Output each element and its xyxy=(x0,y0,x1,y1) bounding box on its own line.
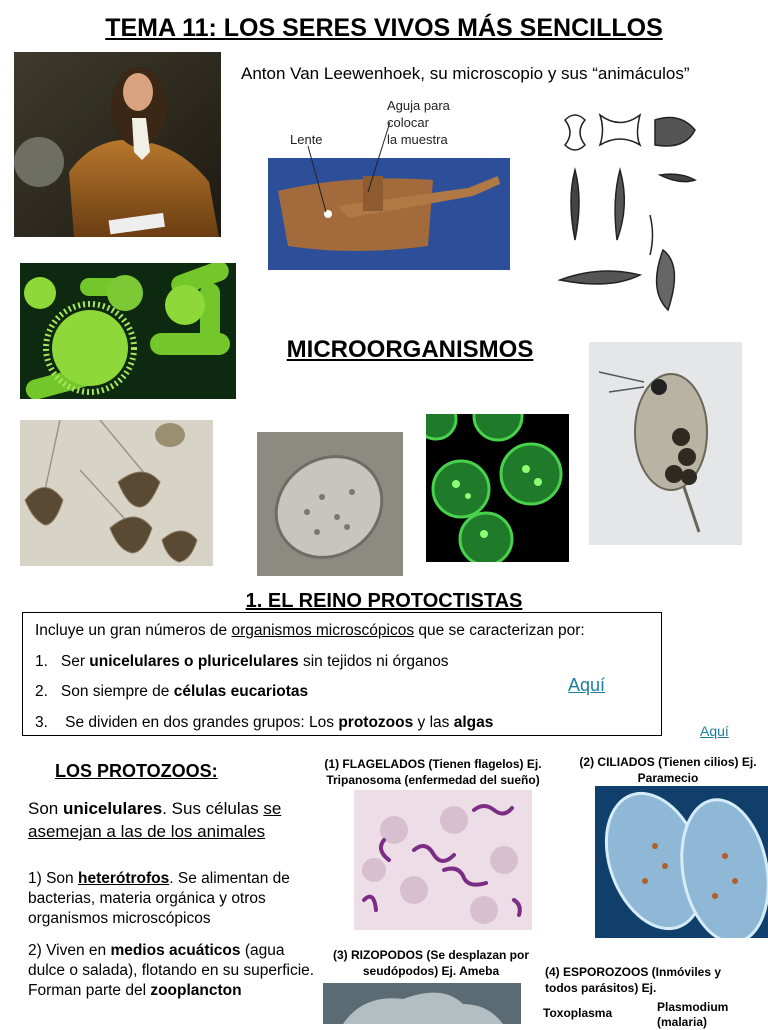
portrait-image xyxy=(14,52,221,237)
microscope-label-needle: Aguja para colocar la muestra xyxy=(387,98,450,147)
aqui-link-1[interactable]: Aquí xyxy=(568,675,606,695)
paramecio-image xyxy=(595,786,768,938)
section-microorganismos-heading: MICROORGANISMOS xyxy=(286,336,534,363)
esporozoos-caption: (4) ESPOROZOOS (Inmóviles y todos parásitos) Ej. xyxy=(545,965,722,995)
protoctistas-item-1: 1. Ser unicelulares o pluricelulares sin tejidos ni órganos xyxy=(35,653,449,670)
toxoplasma-label: Toxoplasma xyxy=(543,1006,613,1020)
volvox-image xyxy=(426,414,569,562)
rizopodos-caption: (3) RIZOPODOS (Se desplazan por seudópodos) Ej. Ameba xyxy=(332,948,530,978)
protozoos-paragraph-3: 2) Viven en medios acuáticos (agua dulce o salada), flotando en su superficie. Forman parte del zooplancton xyxy=(28,942,315,999)
protoctistas-box xyxy=(22,612,662,736)
protoctistas-item-2: 2. Son siempre de células eucariotas xyxy=(35,683,309,700)
page-subtitle: Anton Van Leewenhoek, su microscopio y sus “animáculos” xyxy=(241,64,690,83)
vorticella-image xyxy=(20,420,213,566)
animalcules-drawings-image xyxy=(545,100,705,320)
protozoos-heading: LOS PROTOZOOS: xyxy=(55,761,218,781)
protozoos-paragraph-2: 1) Son heterótrofos. Se alimentan de bacterias, materia orgánica y otros organismos microscópicos xyxy=(28,870,290,927)
tripanosoma-image xyxy=(354,790,532,930)
ciliados-caption: (2) CILIADOS (Tienen cilios) Ej. Paramecio xyxy=(579,755,757,785)
section-protoctistas-heading: 1. EL REINO PROTOCTISTAS xyxy=(245,590,523,612)
daphnia-image xyxy=(589,342,742,545)
plasmodium-label: Plasmodium (malaria) xyxy=(657,1000,729,1029)
flagelados-caption: (1) FLAGELADOS (Tienen flagelos) Ej. Tripanosoma (enfermedad del sueño) xyxy=(324,757,542,787)
page-title: TEMA 11: LOS SERES VIVOS MÁS SENCILLOS xyxy=(105,14,663,42)
microscope-label-lens: Lente xyxy=(290,132,323,147)
aqui-link-2[interactable]: Aquí xyxy=(700,723,729,739)
paramecium-image xyxy=(257,432,403,576)
protoctistas-item-3: 3. Se dividen en dos grandes grupos: Los protozoos y las algas xyxy=(35,714,494,731)
bacteria-green-image xyxy=(20,263,236,399)
protoctistas-intro: Incluye un gran números de organismos microscópicos que se caracterizan por: xyxy=(35,622,585,639)
ameba-image xyxy=(323,983,521,1024)
protozoos-paragraph-1: Son unicelulares. Sus células se asemejan a las de los animales xyxy=(28,799,282,841)
